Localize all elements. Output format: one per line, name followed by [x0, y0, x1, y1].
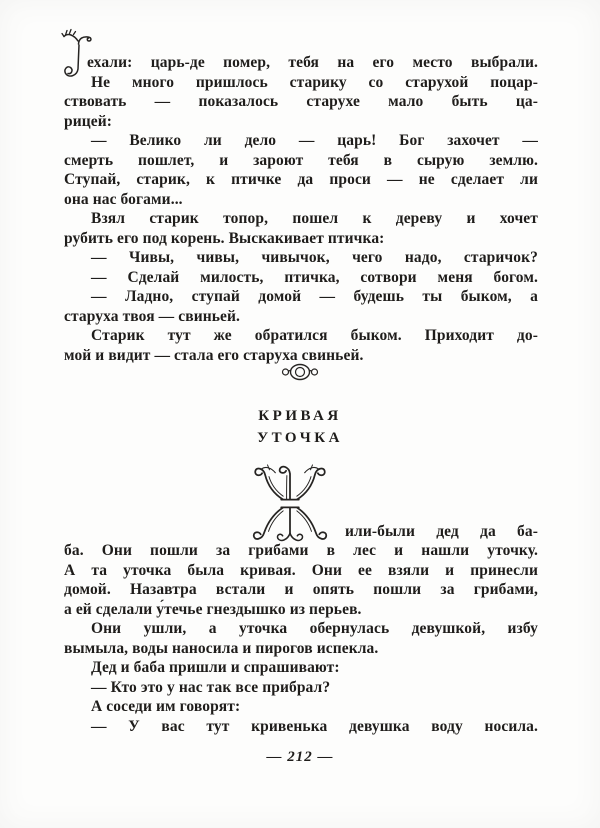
story-2-lines [64, 541, 538, 736]
section-divider [0, 362, 600, 387]
story-title-line-2: УТОЧКА [257, 430, 343, 446]
text-line: Не много пришлось старику со старухой поцар- [91, 73, 538, 91]
text-line: — Кто это у нас так все прибрал? [91, 678, 331, 696]
calligraphic-flourish-icon [57, 27, 95, 79]
text-line: Дед и баба пришли и спрашивают: [91, 659, 340, 676]
ornamental-drop-cap-zh-icon [234, 461, 346, 547]
story-1-lines [64, 53, 538, 365]
story-2-text-block [64, 462, 538, 736]
text-line: — Чивы, чивы, чивычок, чего надо, старичок? [91, 249, 538, 266]
text-line: вымыла, воды наносила и пирогов испекла. [64, 639, 379, 657]
text-line: Они ушли, а уточка обернулась девушкой, избу [91, 620, 538, 637]
text-line: — Велико ли дело — царь! Бог захочет — [91, 132, 538, 149]
text-line: Старик тут же обратился быком. Приходит до- [91, 327, 538, 344]
text-line: домой. Назавтра встали и опять пошли за грибами, [64, 581, 538, 598]
story-2-opening [64, 462, 538, 541]
text-line: а ей сделали у́течье гнездышко из перьев. [64, 600, 362, 618]
text-line: А соседи им говорят: [91, 698, 241, 715]
text-line: — У вас тут кривенька девушка воду носила. [91, 717, 538, 735]
story-1-text-block [64, 53, 538, 365]
text-line: ствовать — показалось старухе мало быть ца- [64, 93, 538, 110]
text-line: Взял старик топор, пошел к дереву и хочет [91, 210, 538, 227]
story-2-title [0, 405, 600, 449]
text-line: Ступай, старик, к птичке да проси — не сделает ли [64, 171, 538, 188]
text-line: она нас богами... [64, 190, 183, 208]
text-line: рицей: [64, 112, 113, 130]
story-title-line-1: КРИВАЯ [258, 408, 342, 424]
text-line: смерть пошлет, и зароют тебя в сырую землю. [64, 151, 538, 169]
page-number: — 212 — [266, 749, 334, 765]
story-2-first-line: или-были дед да ба- [345, 522, 538, 540]
text-line: — Сделай милость, птичка, сотвори меня богом. [91, 268, 538, 286]
text-line: ба. Они пошли за грибами в лес и нашли уточку. [64, 542, 538, 559]
text-line: старуха твоя — свиньей. [64, 307, 241, 325]
text-line: мой и видит — стала его старуха свиньей. [64, 346, 364, 364]
ring-ornament-icon [276, 362, 324, 382]
text-line: рубить его под корень. Выскакивает птичка: [64, 229, 385, 247]
text-line: ехали: царь-де помер, тебя на его место выбрали. [87, 54, 538, 71]
text-line: — Ладно, ступай домой — будешь ты быком, а [91, 288, 538, 305]
text-line: А та уточка была кривая. Они ее взяли и принесли [64, 561, 538, 579]
